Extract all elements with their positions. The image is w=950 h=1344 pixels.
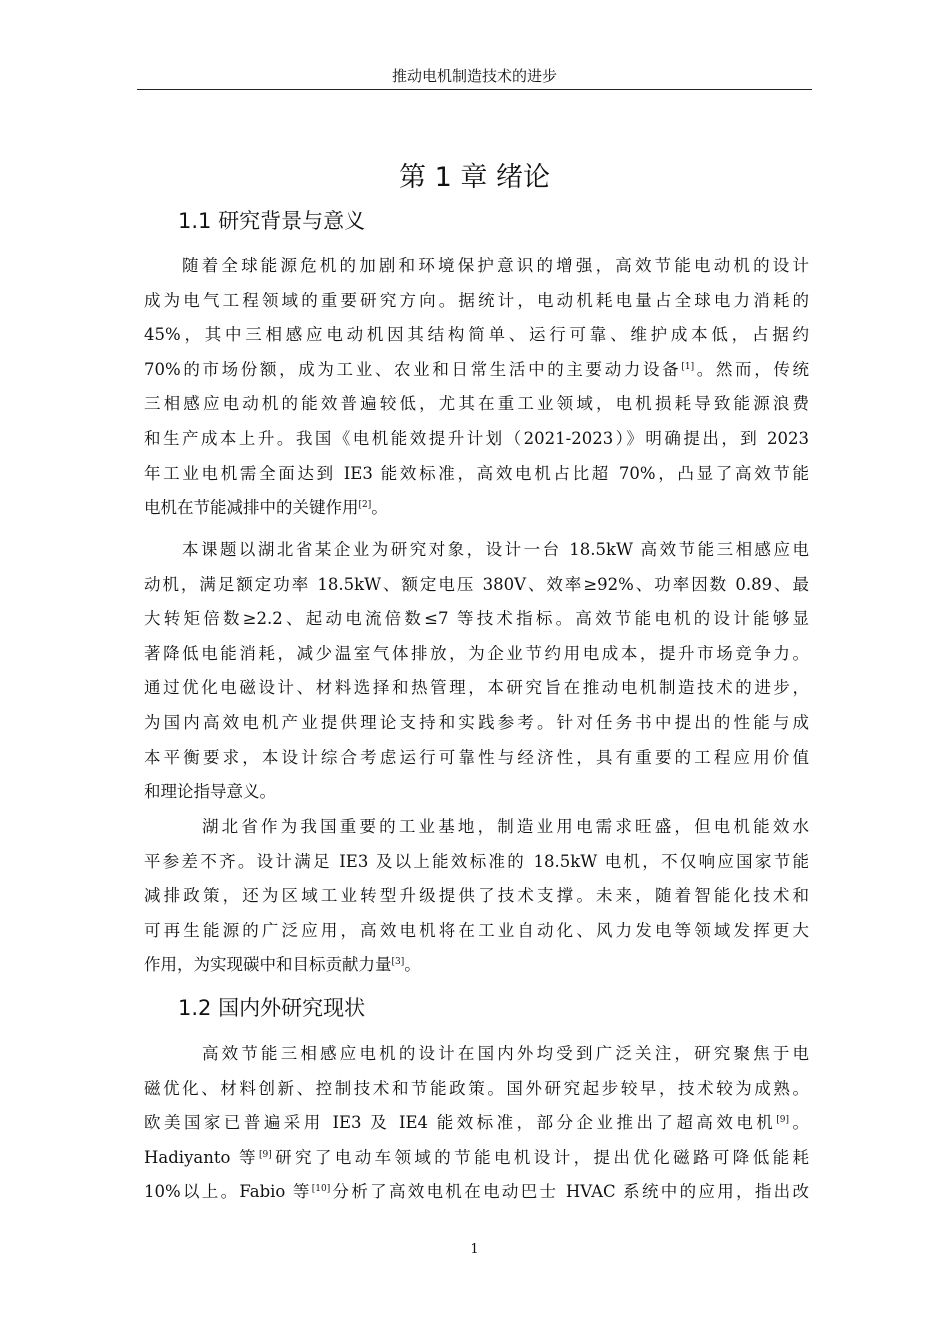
text-line: 动机，满足额定功率 18.5kW、额定电压 380V、效率≥92%、功率因数 0.89、最 (144, 574, 809, 594)
text-run: 电机在节能减排中的关键作用 (144, 498, 359, 518)
text-line: 著降低电能消耗，减少温室气体排放，为企业节约用电成本，提升市场竞争力。 (144, 643, 809, 663)
text-line: 高效节能三相感应电机的设计在国内外均受到广泛关注，研究聚焦于电 (202, 1044, 809, 1063)
citation-marker: [9] (258, 1149, 272, 1160)
paragraph-background-3 (144, 810, 809, 983)
text-line: 为国内高效电机产业提供理论支持和实践参考。针对任务书中提出的性能与成 (144, 712, 809, 732)
chapter-title: 第 1 章 绪论 (399, 162, 550, 193)
page-number: 1 (470, 1242, 479, 1257)
text-line (144, 353, 809, 388)
citation-marker: [10] (311, 1184, 331, 1195)
text-line (144, 1175, 809, 1210)
paragraph-status-1 (144, 1037, 809, 1210)
text-line (144, 491, 809, 526)
text-line: 成为电气工程领域的重要研究方向。据统计，电动机耗电量占全球电力消耗的 (144, 290, 809, 310)
text-line (144, 1141, 809, 1176)
text-line (144, 948, 809, 983)
text-line (144, 1106, 809, 1141)
citation-marker: [3] (391, 957, 405, 968)
text-line: 大转矩倍数≥2.2、起动电流倍数≤7 等技术指标。高效节能电机的设计能够显 (144, 609, 809, 629)
text-line: 减排政策，还为区域工业转型升级提供了技术支撑。未来，随着智能化技术和 (144, 886, 809, 906)
running-header: 推动电机制造技术的进步 (391, 67, 557, 85)
text-run: 10%以上。Fabio 等 (144, 1182, 312, 1202)
paragraph-background-1 (144, 249, 809, 526)
text-line: 平参差不齐。设计满足 IE3 及以上能效标准的 18.5kW 电机，不仅响应国家节能 (144, 851, 809, 871)
text-run: 。然而，传统 (694, 359, 809, 379)
text-line: 本课题以湖北省某企业为研究对象，设计一台 18.5kW 高效节能三相感应电 (182, 540, 809, 559)
text-line: 通过优化电磁设计、材料选择和热管理，本研究旨在推动电机制造技术的进步， (144, 678, 809, 698)
text-run: 欧美国家已普遍采用 IE3 及 IE4 能效标准，部分企业推出了超高效电机 (144, 1113, 777, 1133)
text-run: 作用，为实现碳中和目标贡献力量 (144, 955, 392, 975)
text-line: 45%，其中三相感应电动机因其结构简单、运行可靠、维护成本低，占据约 (144, 325, 809, 345)
section-heading-1-2: 1.2 国内外研究现状 (178, 996, 366, 1020)
text-run: 。 (404, 955, 421, 975)
text-run: 。 (371, 498, 388, 518)
section-heading-1-1: 1.1 研究背景与意义 (178, 209, 366, 233)
text-run: 研究了电动车领域的节能电机设计，提出优化磁路可降低能耗 (271, 1147, 809, 1167)
text-line: 年工业电机需全面达到 IE3 能效标准，高效电机占比超 70%，凸显了高效节能 (144, 463, 809, 483)
text-run: 70%的市场份额，成为工业、农业和日常生活中的主要动力设备 (144, 359, 682, 379)
text-line: 可再生能源的广泛应用，高效电机将在工业自动化、风力发电等领域发挥更大 (144, 920, 809, 940)
text-line: 和理论指导意义。 (144, 782, 276, 802)
text-line: 和生产成本上升。我国《电机能效提升计划（2021-2023）》明确提出，到 2023 (144, 428, 809, 448)
text-run: 。 (789, 1113, 809, 1133)
citation-marker: [2] (358, 500, 372, 511)
text-line: 本平衡要求，本设计综合考虑运行可靠性与经济性，具有重要的工程应用价值 (144, 747, 809, 767)
text-line: 随着全球能源危机的加剧和环境保护意识的增强，高效节能电动机的设计 (182, 256, 809, 275)
text-line: 磁优化、材料创新、控制技术和节能政策。国外研究起步较早，技术较为成熟。 (144, 1078, 809, 1098)
citation-marker: [1] (681, 361, 695, 372)
citation-marker: [9] (776, 1115, 790, 1126)
text-line: 三相感应电动机的能效普遍较低，尤其在重工业领域，电机损耗导致能源浪费 (144, 394, 809, 414)
paragraph-background-2 (144, 533, 809, 810)
header-rule (137, 89, 812, 90)
text-run: Hadiyanto 等 (144, 1147, 259, 1167)
text-line: 湖北省作为我国重要的工业基地，制造业用电需求旺盛，但电机能效水 (202, 817, 809, 836)
text-run: 分析了高效电机在电动巴士 HVAC 系统中的应用，指出改 (330, 1182, 809, 1202)
